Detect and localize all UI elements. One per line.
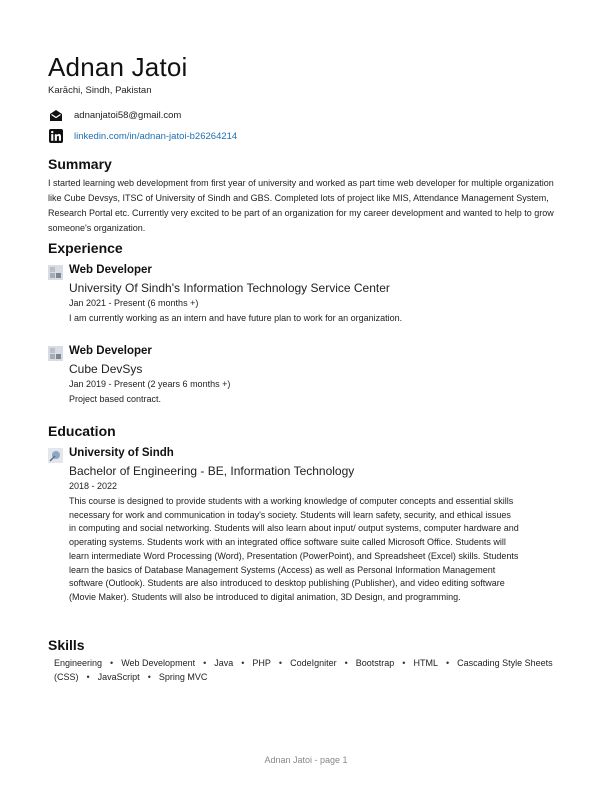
bullet-separator: • [147,672,151,682]
summary-text: I started learning web development from first year of university and worked as part time web developer for multiple organization like Cube Devsys, ITSC of University of Sindh and GBS. Completed lots of project like MIS, Attendance Management System, Research Portal etc. Currently very excited to be part of an organization for my career development and wanted to help to grow someone's organization. [48,178,554,233]
education-dates: 2018 - 2022 [69,481,118,491]
company-name: Cube DevSys [69,362,143,376]
education-entry [48,447,548,627]
candidate-location: Karāchi, Sindh, Pakistan [48,85,152,96]
email-address[interactable]: adnanjatoi58@gmail.com [74,109,182,121]
skill-item: HTML [413,658,438,668]
job-dates: Jan 2019 - Present (2 years 6 months +) [69,379,231,389]
skills-list [54,656,574,684]
job-description: Project based contract. [69,394,162,404]
skill-item: Engineering [54,658,103,668]
skill-item: CodeIgniter [290,658,337,668]
job-title: Web Developer [69,345,152,357]
email-row [48,108,181,122]
linkedin-icon[interactable] [48,129,64,143]
skill-item: Java [214,658,234,668]
summary-heading: Summary [48,156,112,172]
skills-heading: Skills [48,637,85,653]
degree-name: Bachelor of Engineering - BE, Information Technology [69,464,355,478]
bullet-separator: • [445,658,450,668]
bullet-separator: • [278,658,283,668]
experience-entry [48,345,548,415]
page-footer: Adnan Jatoi - page 1 [264,755,348,765]
job-dates: Jan 2021 - Present (6 months +) [69,298,199,308]
experience-entry [48,264,548,334]
linkedin-row [48,129,237,143]
school-logo-icon [48,448,63,463]
job-title: Web Developer [69,264,152,276]
envelope-icon [48,108,64,122]
bullet-separator: • [402,658,406,668]
skill-item: Spring MVC [158,672,208,682]
school-name: University of Sindh [69,447,174,459]
skill-item: PHP [252,658,271,668]
skill-item: JavaScript [97,672,140,682]
job-description: I am currently working as an intern and have future plan to work for an organization. [69,313,403,323]
candidate-name: Adnan Jatoi [48,52,188,82]
education-description: This course is designed to provide students with a working knowledge of computer concepts and essential skills necessary for work and communication in today's society. Students will learn safety, security, and ethical issues in computing and social networking. Students will also learn about input/ output systems, computer hardware and operating systems. Students work with an integrated office software suite called Microsoft Office. Students will learn intermediate Word Processing (Word), Presentation (PowerPoint), and Spreadsheet (Excel) skills. Students learn the basics of Database Management Systems (Access) as well as Personal Information Management software (Outlook). Students are also introduced to desktop publishing (Publisher), and video editing software (Movie Maker). Students will also be introduced to digital animation, 3D Design, and programming. [69,496,519,602]
bullet-separator: • [241,658,245,668]
skill-item: Cascading Style Sheets (CSS) [54,658,553,682]
bullet-separator: • [110,658,114,668]
skill-item: Web Development [121,658,196,668]
bullet-separator: • [86,672,90,682]
bullet-separator: • [344,658,348,668]
bullet-separator: • [203,658,207,668]
experience-heading: Experience [48,240,123,256]
company-name: University Of Sindh's Information Technology Service Center [69,281,390,295]
skill-item: Bootstrap [355,658,395,668]
company-logo-icon [48,265,63,280]
company-logo-icon [48,346,63,361]
linkedin-link[interactable]: linkedin.com/in/adnan-jatoi-b26264214 [74,130,238,142]
education-heading: Education [48,423,116,439]
